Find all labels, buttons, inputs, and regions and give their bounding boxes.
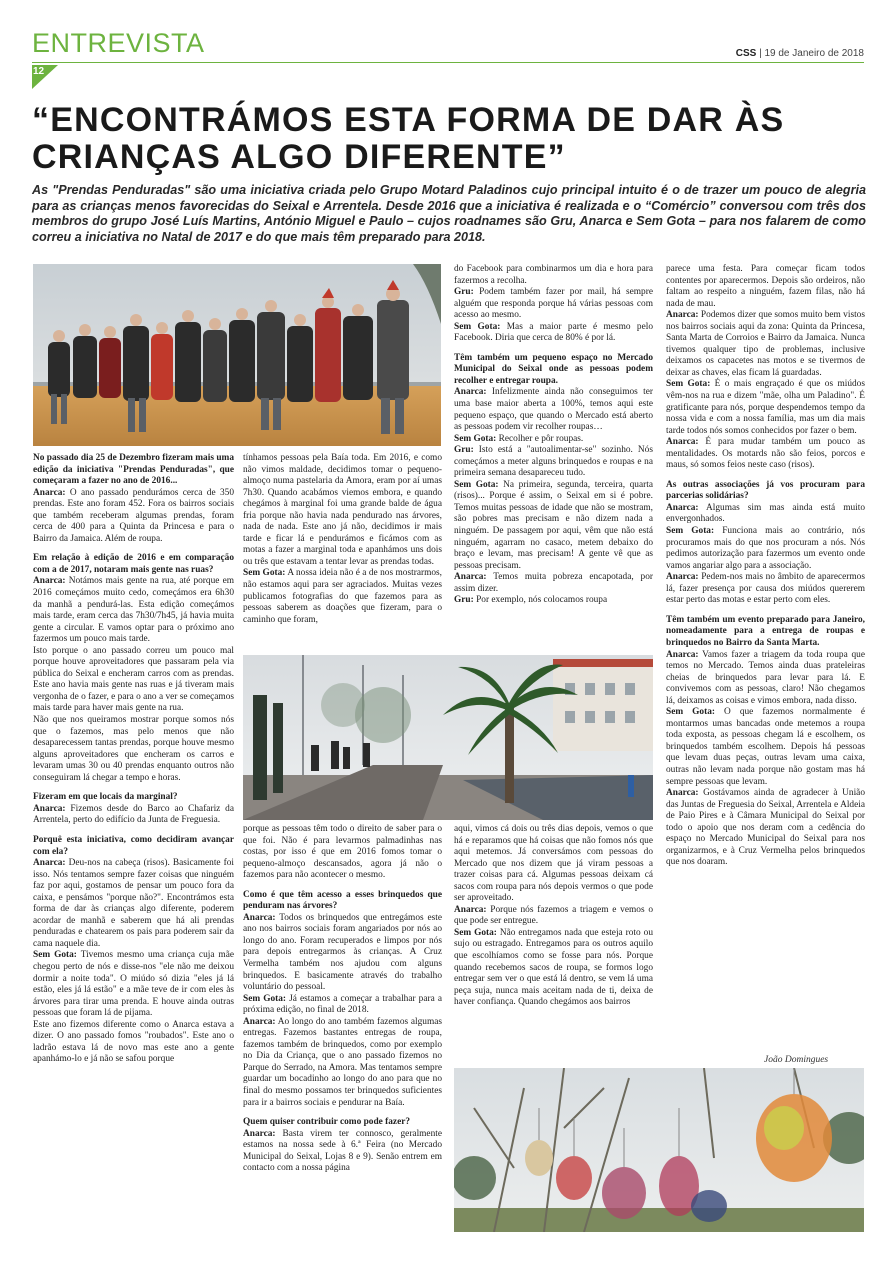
answer-text: porque as pessoas têm todo o direito de saber para o que foi. Não é para levarmos palmadinhas nas costas, por isso é que em 2016 fomos tomar o pequeno-almoço descansados, agora já não o fazemos para não acontecer o mesmo. [243, 824, 442, 881]
article-column-1 [33, 453, 234, 1066]
interview-paragraph [666, 264, 865, 310]
interview-paragraph [33, 1020, 234, 1066]
interview-paragraph [454, 572, 653, 595]
interview-paragraph [33, 715, 234, 784]
interview-paragraph [454, 480, 653, 572]
speaker-name: Gru: [454, 287, 474, 298]
speaker-name: Anarca: [666, 649, 699, 660]
answer-text: tínhamos pessoas pela Baía toda. Em 2016, e como não vimos maldade, decidimos tomar o pequeno-almoço numa pastelaria da Amora, eram por aí umas 7h30. Quando acabámos viemos embora, e quando chegámos à marginal foi uma grande balde de água fria porque não havia nada pendurado nas árvores, nada de nada. Este ano já não, decidimos ir mais tarde e ficar lá e pendurámos e ficámos com as motas a fazer a marginal toda e apanhámos uns dois ou três que estavam a tentar levar as prendas todas. [243, 453, 442, 567]
answer-text: Vamos fazer a triagem da toda roupa que temos no Mercado. Temos ainda duas prateleiras cheias de brinquedos para levar para lá. E convivemos com as pessoas, claro! Não chegamos lá, deixamos as coisas e vimos embora, nada disso. [666, 649, 865, 706]
interview-paragraph [666, 503, 865, 526]
speaker-name: Sem Gota: [666, 707, 715, 718]
interview-question: Em relação à edição de 2016 e em comparação com a de 2017, notaram mais gente nas ruas? [33, 553, 234, 575]
interview-question: Como é que têm acesso a esses brinquedos que penduram nas árvores? [243, 889, 442, 912]
interview-question: Têm também um evento preparado para Janeiro, nomeadamente para a entrega de roupas e brinquedos no Bairro da Santa Marta. [666, 614, 865, 648]
article-column-2-bottom [243, 824, 442, 1175]
interview-paragraph [33, 804, 234, 827]
answer-text: Ao longo do ano também fazemos algumas entregas. Fazemos bastantes entregas de roupa, fazemos também de brinquedos, como por exemplo no Dia da Criança, que o ano passado fizemos no Parque do Serrado, na Amora. Mas tentamos sempre guardar um bocadinho ao longo do ano para que no final do mesmo possamos ter brinquedos suficientes para ir a bairros sociais e pendurar na Baía. [243, 1016, 442, 1108]
interview-paragraph [666, 707, 865, 788]
lead-paragraph: As "Prendas Penduradas" são uma iniciativa criada pelo Grupo Motard Paladinos cujo principal intuito é o de trazer um pouco de alegria para as crianças menos favorecidas do Seixal e Arrentela. Desde 2016 que a iniciativa é realizada e o “Comércio” conversou com três dos membros do grupo José Luís Martins, António Miguel e Paulo – cujos roadnames são Gru, Anarca e Sem Gota – para nos falarem de como correu a iniciativa no Natal de 2017 e do que mais têm preparado para 2018. [32, 183, 866, 244]
hanging-gifts-photo [454, 1068, 864, 1232]
header-rule [32, 62, 864, 63]
answer-text: Deu-nos na cabeça (risos). Basicamente foi isso. Nós tentamos sempre fazer coisas que ninguém faz por aqui, gostamos de pensar um pouco fora da caixa, e pensámos "porque não?". Encontrámos esta forma de dar às crianças algo diferente, poderem acordar de manhã e saberem que há ali prendas penduradas e chatearem os pais para poderem sair da cama naquele dia. [33, 858, 234, 949]
interview-paragraph [454, 264, 653, 287]
speaker-name: Gru: [454, 445, 474, 456]
speaker-name: Sem Gota: [454, 927, 497, 938]
answer-text: Mas a maior parte é mesmo pelo Facebook. Diria que cerca de 80% é por lá. [454, 321, 653, 344]
interview-paragraph [666, 572, 865, 607]
speaker-name: Anarca: [666, 502, 699, 513]
answer-text: Este ano fizemos diferente como o Anarca estava a dizer. O ano passado fomos "roubados". Este ano o ladrão estava lá de novo mas este ano a gente apanhámo-lo e já não se safou porque [33, 1019, 234, 1065]
interview-paragraph [454, 928, 653, 1009]
answer-text: Na primeira, segunda, terceira, quarta (risos)... Porque é assim, o Seixal em si é pobre. Temos muitas pessoas de idade que não se mostram, são pobres mas precisam e não dizem nada a ninguém. De passagem por aqui, vêm que não está ninguém, agarram no casaco, metem debaixo do braço e levam, mas precisam! A gente vê que as pessoas precisam. [454, 479, 653, 571]
article-column-3-top [454, 264, 653, 607]
answer-text: Não entregamos nada que esteja roto ou sujo ou estragado. Entregamos para os outros aquilo que escolhíamos como se fosse para nós. Porque quando recebemos sacos de roupa, se formos logo entregar sem ver o que está lá dentro, se vem lá uma peça suja, nunca mais aceitam nada de ti, deixa de haver confiança. Quando chegámos aos bairros [454, 927, 653, 1008]
interview-paragraph [454, 434, 653, 446]
interview-paragraph [243, 568, 442, 626]
answer-text: Infelizmente ainda não conseguimos ter uma base maior aberta a 100%, temos aqui este pequeno espaço, que quando o Mercado está aberto as pessoas podem vir recolher roupas… [454, 387, 653, 433]
speaker-name: Sem Gota: [454, 321, 501, 332]
speaker-name: Anarca: [33, 803, 66, 814]
article-column-4 [666, 264, 865, 869]
answer-text: Podemos dizer que somos muito bem vistos nos bairros sociais aqui da zona: Quinta da Princesa, Santa Marta de Corroios e Bairro da Jamaica. Nunca tivemos qualquer tipo de problemas, inclusive deixamos os capacetes nas motos e se tivermos de deixar as chaves, elas ficam lá guardadas. [666, 310, 865, 378]
answer-text: É para mudar também um pouco as mentalidades. Os motards não são feios, porcos e maus, só somos feios neste caso (risos). [666, 437, 865, 471]
answer-text: É o mais engraçado é que os miúdos vêm-nos na rua e dizem "mãe, olha um Paladino". É gratificante para nós, porque despendemos tempo da nossa vida e com a nossa família, mas um dia mais tarde todos nós somos conhecidos por fazer o bem. [666, 379, 865, 436]
interview-paragraph [243, 824, 442, 882]
interview-question: Porquê esta iniciativa, como decidiram avançar com ela? [33, 834, 234, 857]
speaker-name: Anarca: [454, 387, 487, 398]
interview-paragraph [666, 650, 865, 708]
interview-paragraph [666, 526, 865, 572]
speaker-name: Anarca: [666, 310, 699, 321]
answer-text: Todos os brinquedos que entregámos este ano nos bairros sociais foram angariados por nós ao longo do ano. Foram recuperados e limpos por nós para depois entregarmos às crianças. A Cruz Vermelha também nos ajudou com alguns brinquedos. E basicamente através do trabalho voluntário do pessoal. [243, 912, 442, 993]
speaker-name: Sem Gota: [454, 479, 499, 490]
answer-text: do Facebook para combinarmos um dia e hora para fazermos a recolha. [454, 264, 653, 286]
headline: “ENCONTRÁMOS ESTA FORMA DE DAR ÀS CRIANÇAS ALGO DIFERENTE” [32, 101, 785, 176]
speaker-name: Anarca: [33, 487, 66, 498]
answer-text: parece uma festa. Para começar ficam todos contentes por aparecermos. Depois são ordeiros, não faltam ao respeito a ninguém, fazem filas, não há nada de mau. [666, 264, 865, 309]
interview-paragraph [243, 453, 442, 568]
interview-paragraph [33, 646, 234, 715]
speaker-name: Anarca: [454, 904, 487, 915]
interview-question: As outras associações já vos procuram para parcerias solidárias? [666, 479, 865, 502]
interview-question: Quem quiser contribuir como pode fazer? [243, 1117, 411, 1128]
answer-text: Fizemos desde do Barco ao Chafariz da Arrentela, perto do edifício da Junta de Freguesia. [33, 803, 234, 826]
answer-text: A nossa ideia não é a de nos mostrarmos, não estamos aqui para ser agraciados. Muitas vezes publicamos fotografias do que fazemos para as pessoas saberem as doações que fizeram, para o caminho que foram, [243, 568, 442, 625]
street-photo [243, 655, 653, 820]
interview-paragraph [666, 310, 865, 379]
masthead-separator: | [759, 48, 762, 59]
interview-paragraph [243, 994, 442, 1017]
answer-text: O que fazemos normalmente é montarmos umas bancadas onde metemos a roupa toda exposta, as pessoas chegam lá e escolhem, os brinquedos também escolhem. Depois há pessoas que levam duas peças, outras levam uma caixa, outras não levam nada porque não gostam mas há sempre pessoas que levam. [666, 707, 865, 787]
article-column-3-bottom [454, 824, 653, 1009]
speaker-name: Anarca: [666, 572, 699, 583]
answer-text: Porque nós fazemos a triagem e vemos o que pode ser entregue. [454, 904, 653, 927]
interview-paragraph [243, 1017, 442, 1109]
speaker-name: Anarca: [454, 572, 487, 583]
interview-paragraph [454, 387, 653, 433]
speaker-name: Anarca: [666, 437, 699, 448]
answer-text: Gostávamos ainda de agradecer à União das Juntas de Freguesia do Seixal, Arrentela e Aldeia de Paio Pires e à Câmara Municipal do Seixal por todo o apoio que nos deram com a cedência do espaço no Mercado Municipal do Seixal para nos organizarmos, e à Cruz Vermelha pelos brinquedos que nos doaram. [666, 788, 865, 868]
building [553, 663, 653, 751]
interview-paragraph [454, 595, 653, 607]
answer-text: O ano passado pendurámos cerca de 350 prendas. Este ano foram 452. Fora os bairros sociais que também receberam algumas prendas, foram cerca de 400 para a Quinta da Princesa e para o Bairro da Jamaica. Além de roupa. [33, 487, 234, 544]
publication-name: CSS [735, 48, 757, 59]
interview-question: Têm também um pequeno espaço no Mercado Municipal do Seixal onde as pessoas podem recolher e entregar roupa. [454, 352, 653, 386]
group-photo [33, 264, 441, 446]
speaker-name: Sem Gota: [243, 568, 286, 579]
answer-text: Já estamos a começar a trabalhar para a próxima edição, no final de 2018. [243, 993, 442, 1016]
masthead [736, 48, 864, 59]
speaker-name: Gru: [454, 595, 474, 606]
interview-paragraph [666, 788, 865, 869]
speaker-name: Anarca: [33, 858, 66, 869]
interview-paragraph [33, 576, 234, 645]
author-signature: João Domingues [764, 1055, 829, 1065]
answer-text: Basta virem ter connosco, geralmente estamos na nossa sede à 6.ª Feira (no Mercado Municipal do Seixal, Lojas 8 e 9). Senão entrem em contacto com a nossa página [243, 1128, 442, 1174]
speaker-name: Anarca: [243, 1128, 276, 1139]
interview-question: Fizeram em que locais da marginal? [33, 792, 178, 803]
speaker-name: Sem Gota: [454, 433, 497, 444]
answer-text: aqui, vimos cá dois ou três dias depois, vemos o que há e reparamos que há coisas que não fomos nós que aqui metemos. Já conversámos com pessoas do Mercado que nos dizem que já viram pessoas a trazer coisas para cá. Algumas pessoas deixam cá sacos com roupa para nós depois vermos o que pode ser aproveitado. [454, 824, 653, 904]
interview-paragraph [666, 437, 865, 472]
answer-text: Recolher e pôr roupas. [496, 433, 584, 444]
answer-text: Notámos mais gente na rua, até porque em 2016 começámos muito cedo, começámos era 6h30 da manhã a pendurá-las. Esta edição começámos mais tarde, eram cerca das 7h30/7h45, já havia muita gente a circular. E vamos optar para o próximo ano fazermos um pouco mais tarde. [33, 576, 234, 645]
interview-paragraph [243, 913, 442, 994]
interview-paragraph [33, 950, 234, 1019]
answer-text: Não que nos queiramos mostrar porque somos nós que o fazemos, mas pelo menos que não desaparecessem tantas prendas, porque houve mesmo alguns aproveitadores que encheram os carros e levaram umas 30 ou 40 prendas enquanto outros não conseguiram lá chegar a tempo e horas. [33, 715, 234, 783]
interview-paragraph [666, 379, 865, 437]
answer-text: Podem também fazer por mail, há sempre alguém que responda porque há várias pessoas com acesso ao mesmo. [454, 287, 653, 321]
answer-text: Algumas sim mas ainda está muito envergonhados. [666, 502, 865, 525]
interview-paragraph [454, 905, 653, 928]
interview-paragraph [454, 322, 653, 345]
answer-text: Tivemos mesmo uma criança cuja mãe chegou perto de nós e disse-nos "ele não me deixou dormir a noite toda". O miúdo só dizia "eles já lá estão, eles já lá estão" e a mãe teve de ir com eles às árvores para tirar uma prenda. E houve ainda outras pessoas que foram lá de pijama. [33, 950, 234, 1019]
interview-paragraph [33, 858, 234, 950]
interview-paragraph [454, 824, 653, 905]
answer-text: Isto está a "autoalimentar-se" sozinho. Nós começámos a meter alguns brinquedos e roupas e na primeira semana desapareceu tudo. [454, 445, 653, 479]
speaker-name: Anarca: [243, 912, 276, 923]
answer-text: Por exemplo, nós colocamos roupa [473, 595, 608, 606]
interview-question: No passado dia 25 de Dezembro fizeram mais uma edição da iniciativa "Prendas Penduradas", que começaram a fazer no ano de 2016... [33, 453, 234, 487]
answer-text: Pedem-nos mais no âmbito de aparecermos lá, fazer presença por causa dos miúdos quererem estar perto das motas e estar perto com eles. [666, 572, 865, 606]
answer-text: Isto porque o ano passado correu um pouco mal porque houve aproveitadores que passaram pela via pública do Seixal e encheram carros com as prendas. Este ano havia mais gente nas ruas e já tiveram mais vergonha de o fazer, e para o ano a ver se começamos mais tarde para haver mais gente na rua. [33, 645, 234, 714]
publication-date: 19 de Janeiro de 2018 [764, 48, 864, 59]
interview-paragraph [454, 287, 653, 322]
speaker-name: Anarca: [33, 576, 66, 587]
speaker-name: Sem Gota: [243, 993, 287, 1004]
speaker-name: Sem Gota: [33, 950, 77, 961]
article-column-2-top [243, 453, 442, 626]
interview-paragraph [454, 445, 653, 480]
speaker-name: Sem Gota: [666, 526, 715, 537]
speaker-name: Sem Gota: [666, 379, 711, 390]
interview-paragraph [243, 1129, 442, 1175]
page-number: 12 [33, 66, 45, 77]
interview-paragraph [33, 488, 234, 546]
answer-text: Temos muita pobreza encapotada, por assim dizer. [454, 572, 653, 594]
speaker-name: Anarca: [243, 1016, 276, 1027]
answer-text: Funciona mais ao contrário, nós procuramos mais do que nos procuram a nós. Nós pedimos autorização para fazermos um evento onde vamos angariar algo para a associação. [666, 526, 865, 571]
section-title: ENTREVISTA [32, 28, 205, 58]
speaker-name: Anarca: [666, 788, 699, 799]
